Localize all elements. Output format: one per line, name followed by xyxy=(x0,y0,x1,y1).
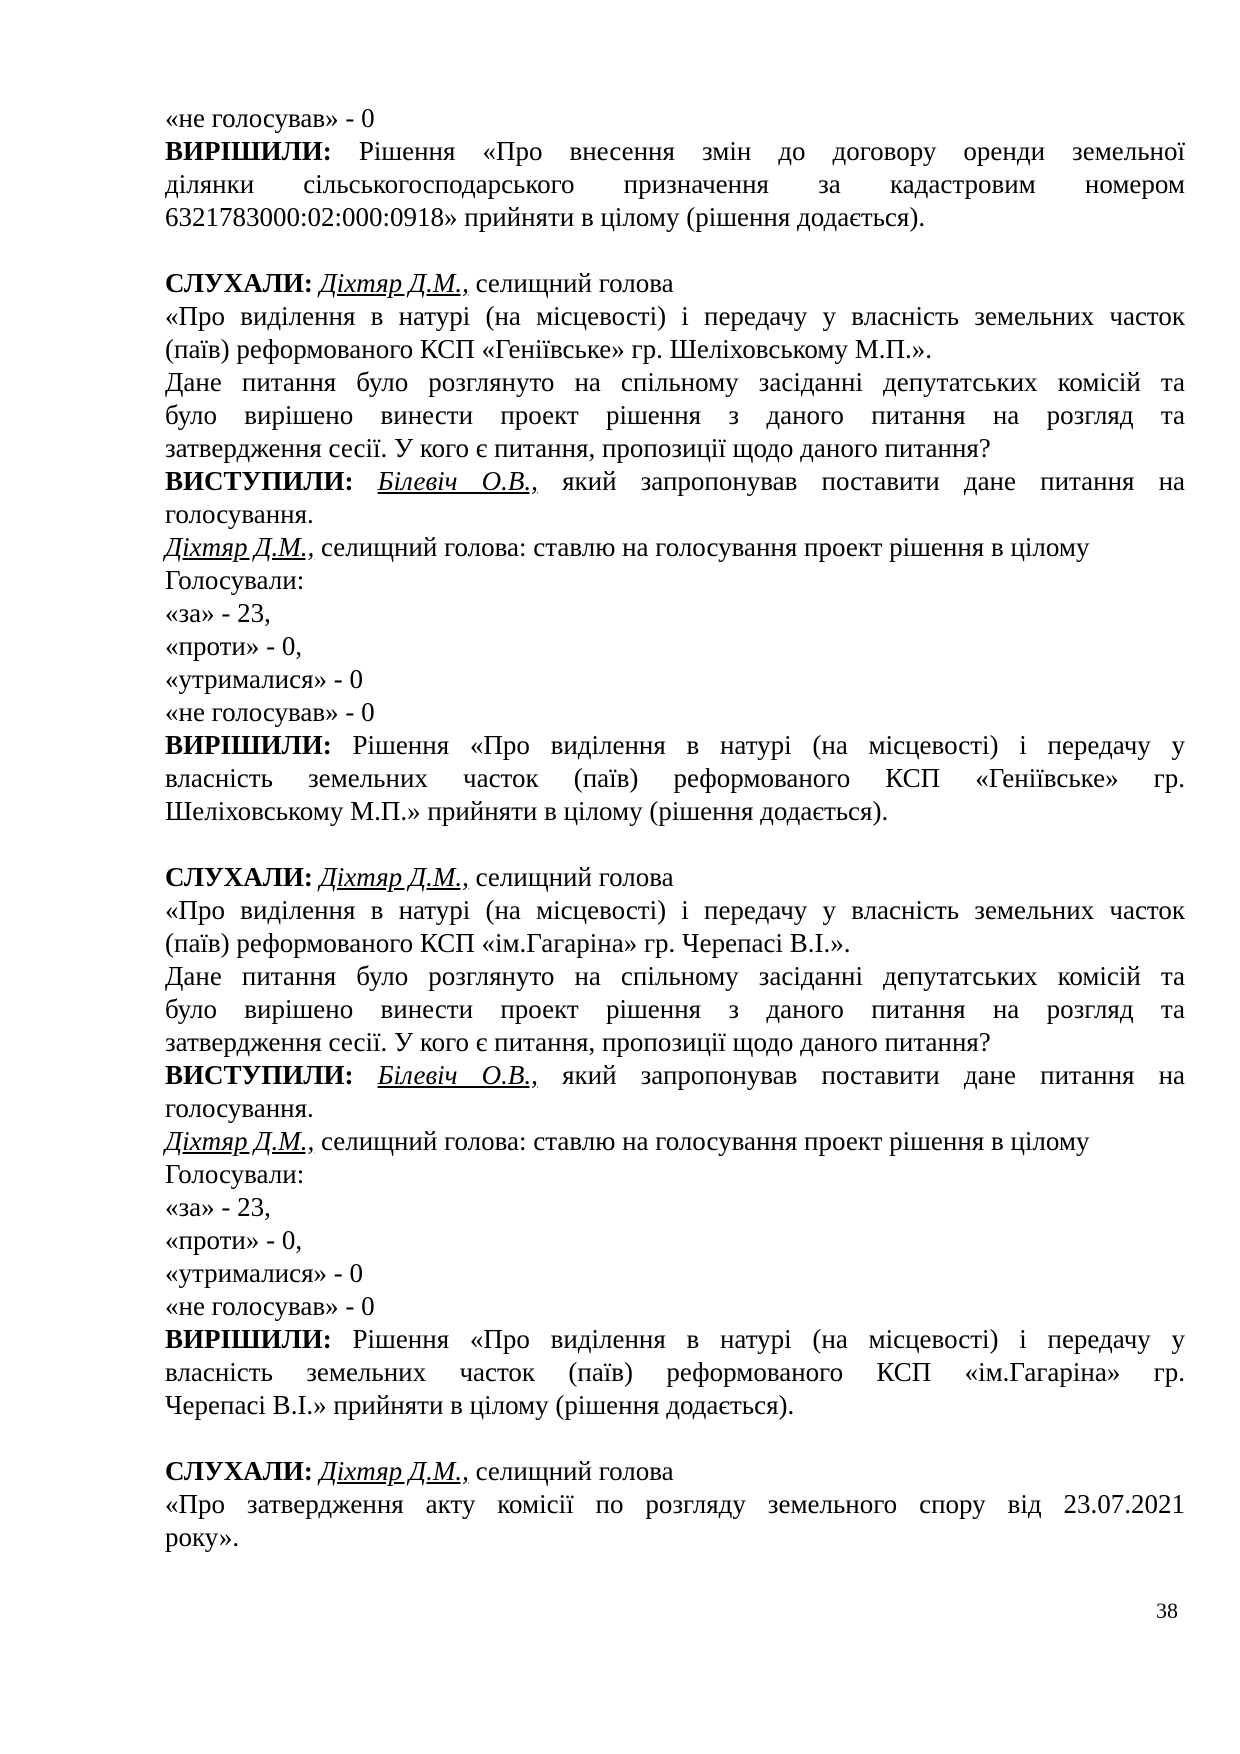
spoke-label: ВИСТУПИЛИ: xyxy=(165,466,354,496)
spoke-text: який запропонував поставити дане питання на xyxy=(562,1060,1186,1090)
page-number: 38 xyxy=(1156,1598,1178,1623)
chair-text: селищний голова: ставлю на голосування проект рішення в цілому xyxy=(320,1126,1090,1156)
decided-label: ВИРІШИЛИ: xyxy=(165,730,332,760)
topic-line: «Про затвердження акту комісії по розгляду земельного спору від 23.07.2021 xyxy=(165,1489,1185,1519)
speaker-name: Діхтяр Д.М., xyxy=(319,268,469,298)
voted-label: Голосували: xyxy=(165,565,305,595)
chair-text: селищний голова: ставлю на голосування проект рішення в цілому xyxy=(320,532,1090,562)
decision-line xyxy=(165,135,1185,168)
heard-line xyxy=(165,861,1185,894)
votes-against: «проти» - 0, xyxy=(165,631,303,661)
agenda-item-block-3 xyxy=(165,861,1185,1422)
vote-result-block-1 xyxy=(165,102,1185,234)
spoke-text-line: голосування. xyxy=(165,1093,314,1123)
document-body xyxy=(165,102,1185,1554)
heard-label: СЛУХАЛИ: xyxy=(165,1456,313,1486)
spoke-text: який запропонував поставити дане питання на xyxy=(562,466,1186,496)
paragraph-gap xyxy=(165,1422,1185,1455)
chair-line xyxy=(165,531,1185,564)
decision-text-line: власність земельних часток (паїв) реформованого КСП «Геніївське» гр. xyxy=(165,763,1185,793)
speaker-name: Діхтяр Д.М., xyxy=(319,1456,469,1486)
speaker-name: Білевіч О.В., xyxy=(377,466,538,496)
votes-not-voted: «не голосував» - 0 xyxy=(165,1291,375,1321)
chair-name: Діхтяр Д.М., xyxy=(165,532,315,562)
decision-text-line: ділянки сільськогосподарського призначення за кадастровим номером xyxy=(165,169,1185,199)
commission-line: затвердження сесії. У кого є питання, пропозиції щодо даного питання? xyxy=(165,1027,991,1057)
speaker-name: Діхтяр Д.М., xyxy=(319,862,469,892)
heard-line xyxy=(165,1455,1185,1488)
decision-line xyxy=(165,1323,1185,1356)
heard-label: СЛУХАЛИ: xyxy=(165,862,313,892)
speaker-name: Білевіч О.В., xyxy=(377,1060,538,1090)
commission-line: Дане питання було розглянуто на спільному засіданні депутатських комісій та xyxy=(165,367,1185,397)
decided-label: ВИРІШИЛИ: xyxy=(165,136,332,166)
not-voted-count: «не голосував» - 0 xyxy=(165,103,375,133)
votes-against: «проти» - 0, xyxy=(165,1225,303,1255)
votes-for: «за» - 23, xyxy=(165,1192,271,1222)
spoke-text-line: голосування. xyxy=(165,499,314,529)
commission-line: було вирішено винести проект рішення з даного питання на розгляд та xyxy=(165,994,1185,1024)
decision-text-line: власність земельних часток (паїв) реформованого КСП «ім.Гагаріна» гр. xyxy=(165,1357,1185,1387)
decision-line xyxy=(165,729,1185,762)
chair-line xyxy=(165,1125,1185,1158)
topic-line: (паїв) реформованого КСП «Геніївське» гр. Шеліховському М.П.». xyxy=(165,334,932,364)
decision-text-line: Шеліховському М.П.» прийняти в цілому (рішення додається). xyxy=(165,796,889,826)
decision-text-line: 6321783000:02:000:0918» прийняти в цілому (рішення додається). xyxy=(165,202,926,232)
paragraph-gap xyxy=(165,828,1185,861)
spoke-line xyxy=(165,1059,1185,1092)
paragraph-gap xyxy=(165,234,1185,267)
heard-label: СЛУХАЛИ: xyxy=(165,268,313,298)
spoke-line xyxy=(165,465,1185,498)
commission-line: Дане питання було розглянуто на спільному засіданні депутатських комісій та xyxy=(165,961,1185,991)
decided-label: ВИРІШИЛИ: xyxy=(165,1324,332,1354)
topic-line: (паїв) реформованого КСП «ім.Гагаріна» гр. Черепасі В.І.». xyxy=(165,928,851,958)
heard-line xyxy=(165,267,1185,300)
chair-name: Діхтяр Д.М., xyxy=(165,1126,315,1156)
voted-label: Голосували: xyxy=(165,1159,305,1189)
topic-line: року». xyxy=(165,1522,240,1552)
decision-text: Рішення «Про виділення в натурі (на місцевості) і передачу у xyxy=(352,1324,1185,1354)
votes-abstain: «утрималися» - 0 xyxy=(165,664,364,694)
agenda-item-block-4 xyxy=(165,1455,1185,1554)
commission-line: було вирішено винести проект рішення з даного питання на розгляд та xyxy=(165,400,1185,430)
votes-not-voted: «не голосував» - 0 xyxy=(165,697,375,727)
topic-line: «Про виділення в натурі (на місцевості) і передачу у власність земельних часток xyxy=(165,895,1185,925)
speaker-role: селищний голова xyxy=(475,862,674,892)
decision-text: Рішення «Про внесення змін до договору оренди земельної xyxy=(358,136,1186,166)
votes-abstain: «утрималися» - 0 xyxy=(165,1258,364,1288)
commission-line: затвердження сесії. У кого є питання, пропозиції щодо даного питання? xyxy=(165,433,991,463)
speaker-role: селищний голова xyxy=(475,1456,674,1486)
decision-text-line: Черепасі В.І.» прийняти в цілому (рішення додається). xyxy=(165,1390,795,1420)
decision-text: Рішення «Про виділення в натурі (на місцевості) і передачу у xyxy=(352,730,1185,760)
spoke-label: ВИСТУПИЛИ: xyxy=(165,1060,354,1090)
speaker-role: селищний голова xyxy=(475,268,674,298)
agenda-item-block-2 xyxy=(165,267,1185,828)
votes-for: «за» - 23, xyxy=(165,598,271,628)
topic-line: «Про виділення в натурі (на місцевості) і передачу у власність земельних часток xyxy=(165,301,1185,331)
